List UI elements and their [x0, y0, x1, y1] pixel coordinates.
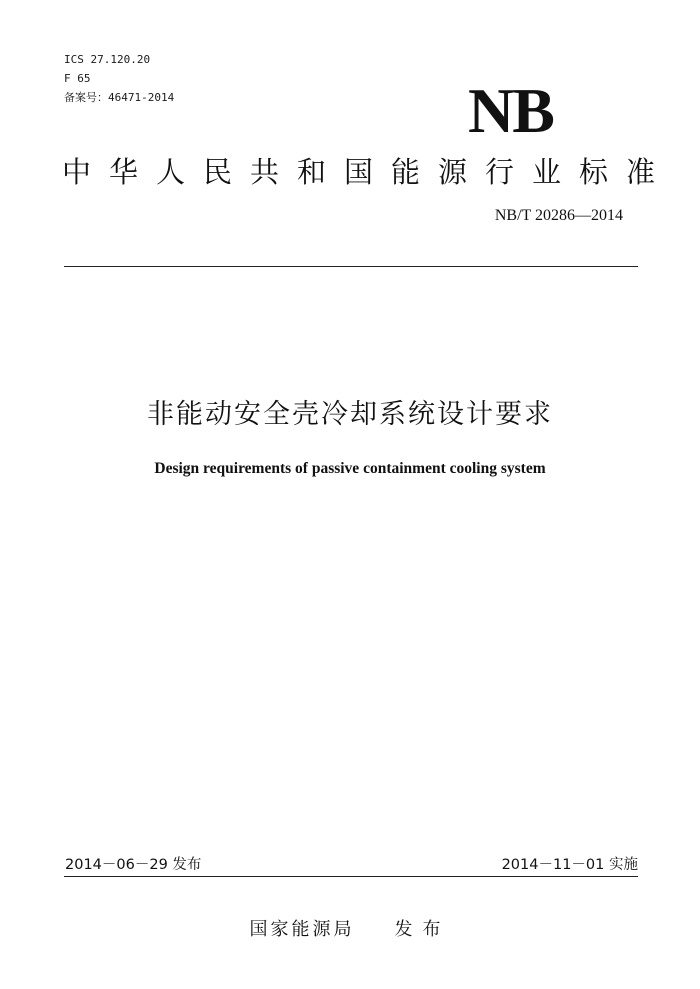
- header-divider: [64, 266, 638, 267]
- document-title-english: Design requirements of passive containment cooling system: [154, 460, 546, 477]
- standard-category-heading: 中华人民共和国能源行业标准: [62, 155, 674, 189]
- nb-logo-text: NB: [468, 75, 553, 144]
- document-title-chinese: 非能动安全壳冷却系统设计要求: [147, 399, 553, 430]
- issuer-line: [0, 918, 700, 942]
- ics-code: ICS 27.120.20: [64, 53, 151, 66]
- footer-divider: [64, 876, 638, 877]
- nb-logo: [468, 74, 608, 144]
- record-number: 备案号：46471-2014: [64, 91, 175, 104]
- implementation-date: 2014－11－01 实施: [501, 857, 638, 873]
- release-date: 2014－06－29 发布: [65, 857, 202, 873]
- standard-number: NB/T 20286—2014: [494, 207, 623, 224]
- classification-code: F 65: [64, 72, 91, 85]
- issuing-organization: 国家能源局: [249, 919, 355, 940]
- issue-action: 发布: [394, 919, 451, 940]
